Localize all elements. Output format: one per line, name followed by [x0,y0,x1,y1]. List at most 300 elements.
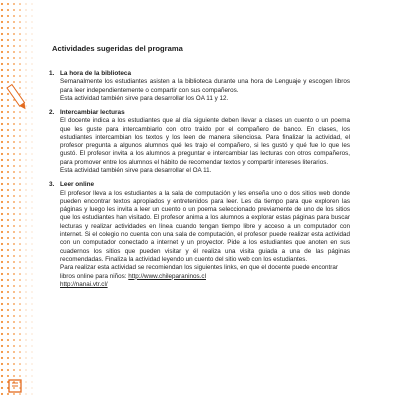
decor-dot [31,357,32,358]
decor-dot [25,243,26,244]
decor-dot [25,183,26,184]
decor-dot [25,3,26,4]
decor-dot [13,267,15,269]
decor-dot [25,165,26,166]
decor-dot [25,213,26,214]
decor-dot [13,105,15,107]
decor-dot [13,189,15,191]
decor-dot [25,249,26,250]
decor-dot [19,267,21,269]
decor-dot [31,381,32,382]
decor-dot [13,69,15,71]
decor-dot [25,111,26,112]
decor-dot [31,387,32,388]
decor-dot [25,393,26,394]
decor-dot [7,291,9,293]
decor-dot [13,39,15,41]
decor-dot [13,333,15,335]
decor-dot [31,201,32,202]
decor-dot [13,345,15,347]
decor-dot [31,189,32,190]
decor-dot [31,105,32,106]
decor-dot [31,393,32,394]
decor-dot [31,153,32,154]
decor-dot [31,291,32,292]
decor-dot [19,153,21,155]
decor-dot [7,309,9,311]
decor-dot [25,297,26,298]
decor-dot [19,225,21,227]
decor-dot [25,129,26,130]
decor-dot [31,315,32,316]
decor-dot [13,303,15,305]
decor-dot [19,237,21,239]
decor-dot [7,129,9,131]
decor-dot [13,27,15,29]
decor-dot [13,21,15,23]
decor-dot [19,135,21,137]
decor-dot [19,195,21,197]
decor-dot [31,39,32,40]
decor-dot [7,3,9,5]
decor-dot [19,393,21,395]
decor-dot [13,63,15,65]
decor-dot [19,159,21,161]
decor-dot [19,33,21,35]
decor-dot [13,117,15,119]
decor-dot [25,171,26,172]
activity-1 [49,70,350,103]
decor-dot [31,141,32,142]
decor-dot [7,237,9,239]
decor-dot [13,51,15,53]
decor-dot [13,279,15,281]
decor-dot [25,33,26,34]
decor-dot [25,141,26,142]
decor-dot [7,75,9,77]
decor-dot [19,321,21,323]
decor-dot [1,261,3,263]
decor-dot [7,21,9,23]
activity-number: 3. [49,181,55,189]
decor-dot [31,273,32,274]
decor-dot [7,33,9,35]
decor-dot [13,159,15,161]
decor-dot [25,93,26,94]
decor-dot [1,231,3,233]
decor-dot [13,135,15,137]
decor-dot [7,111,9,113]
link-nanai[interactable]: http://nanai.vtr.cl/ [60,280,108,288]
decor-dot [7,207,9,209]
activity-note: Esta actividad también sirve para desarrollar los OA 11 y 12. [60,94,229,102]
decor-dot [1,9,3,11]
decor-dot [7,201,9,203]
activity-number: 2. [49,109,55,117]
decor-dot [19,363,21,365]
decor-dot [7,9,9,11]
decor-dot [1,327,3,329]
decor-dot [13,3,15,5]
decor-dot [19,357,21,359]
decor-dot [13,171,15,173]
decor-dot [19,309,21,311]
decor-dot [19,63,21,65]
decor-dot [13,165,15,167]
decor-dot [13,285,15,287]
decorative-margin [0,0,40,400]
decor-dot [19,243,21,245]
decor-dot [25,81,26,82]
decor-dot [13,369,15,371]
decor-dot [19,15,21,17]
decor-dot [31,75,32,76]
decor-dot [13,219,15,221]
decor-dot [1,177,3,179]
decor-dot [1,243,3,245]
decor-dot [1,375,3,377]
decor-dot [1,105,3,107]
decor-dot [13,309,15,311]
activity-note-text: Para realizar esta actividad se recomiendan los siguientes links, en que el docente puede encontrar libros online para niños: [60,264,338,280]
decor-dot [13,339,15,341]
decor-dot [25,219,26,220]
pencil-icon [7,85,28,111]
decor-dot [13,351,15,353]
decor-dot [31,147,32,148]
decor-dot [25,39,26,40]
decor-dot [31,177,32,178]
decor-dot [25,339,26,340]
decor-dot [31,45,32,46]
decor-dot [31,207,32,208]
decor-dot [31,9,32,10]
decor-dot [25,201,26,202]
decor-dot [7,369,9,371]
decor-dot [7,177,9,179]
decor-dot [31,3,32,4]
decor-dot [7,141,9,143]
decor-dot [7,393,9,395]
decor-dot [25,153,26,154]
decor-dot [1,21,3,23]
decor-dot [13,153,15,155]
decor-dot [19,171,21,173]
decor-dot [31,279,32,280]
decor-dot [1,387,3,389]
decor-dot [19,81,21,83]
decor-dot [7,123,9,125]
decor-dot [7,189,9,191]
decor-dot [7,63,9,65]
decor-dot [19,9,21,11]
decor-dot [1,219,3,221]
decor-dot [7,81,9,83]
decor-dot [7,39,9,41]
decor-dot [25,333,26,334]
decor-dot [1,51,3,53]
decor-dot [31,225,32,226]
decor-dot [13,255,15,257]
decor-dot [19,111,21,113]
decor-dot [25,387,26,388]
decor-dot [19,51,21,53]
decor-dot [19,297,21,299]
decor-dot [19,57,21,59]
decor-dot [1,285,3,287]
decor-dot [13,387,15,389]
decor-dot [31,219,32,220]
decor-dot [13,297,15,299]
decor-dot [7,303,9,305]
decor-dot [25,117,26,118]
decor-dot [31,237,32,238]
decor-dot [7,45,9,47]
decor-dot [25,207,26,208]
decor-dot [1,249,3,251]
decor-dot [13,363,15,365]
decor-dot [25,51,26,52]
activity-body: Semanalmente los estudiantes asisten a la biblioteca durante una hora de Lenguaje y escogen libros para leer independientemente o compartir con sus compañeros. [60,78,350,94]
activity-body: El profesor lleva a los estudiantes a la sala de computación y les enseña uno o dos sitios web donde pueden encontrar textos apropiados y entretenidos para leer. Les da tiempo para que exploren las páginas y luego les invita a leer un cuento o un poema seleccionado previamente de uno de los sitios que los estudiantes han visitado. El profesor anima a los alumnos a explorar estas páginas para buscar lecturas y realizar actividades en línea cuando tengan tiempo libre y acceso a un computador con internet. Si el colegio no cuenta con una sala de computación, el profesor puede realizar esta actividad con un computador conectado a internet y un proyector. Pide a los estudiantes que anoten en sus cuadernos los sitios que pueden visitar y él realiza una visita guiada a una de las páginas recomendadas. Finaliza la actividad leyendo un cuento del sitio web con los estudiantes. [60,189,350,263]
decor-dot [7,219,9,221]
decor-dot [7,135,9,137]
decor-dot [19,333,21,335]
decor-dot [25,255,26,256]
decor-dot [7,297,9,299]
decor-dot [7,105,9,107]
decor-dot [1,135,3,137]
decor-dot [7,243,9,245]
decor-dot [25,15,26,16]
decor-dot [19,369,21,371]
decor-dot [1,141,3,143]
decor-dot [1,165,3,167]
decor-dot [31,69,32,70]
decor-dot [19,177,21,179]
decor-dot [7,93,9,95]
decor-dot [1,57,3,59]
decor-dot [1,225,3,227]
decor-dot [19,279,21,281]
decor-dot [19,219,21,221]
decor-dot [19,291,21,293]
decor-dot [31,21,32,22]
decor-dot [31,159,32,160]
decor-dot [25,177,26,178]
decor-dot [13,261,15,263]
decor-dot [1,171,3,173]
decor-dot [13,243,15,245]
decor-dot [25,327,26,328]
decor-dot [25,105,26,106]
document-page [49,44,350,295]
decor-dot [19,207,21,209]
decor-dot [7,153,9,155]
activity-heading: Leer online [60,181,95,189]
decor-dot [13,183,15,185]
decor-dot [7,255,9,257]
decor-dot [1,117,3,119]
decor-dot [13,291,15,293]
decor-dot [13,321,15,323]
decor-dot [13,375,15,377]
decor-dot [19,87,21,89]
decor-dot [25,315,26,316]
decor-dot [7,51,9,53]
decor-dot [13,45,15,47]
decor-dot [19,303,21,305]
decorative-dots [0,0,40,400]
decor-dot [19,231,21,233]
decor-dot [19,201,21,203]
decor-dot [1,123,3,125]
decor-dot [1,369,3,371]
decor-dot [31,123,32,124]
decor-dot [19,255,21,257]
decor-dot [25,309,26,310]
decor-dot [1,3,3,5]
decor-dot [7,99,9,101]
decor-dot [31,267,32,268]
decor-dot [13,9,15,11]
decor-dot [1,213,3,215]
decor-dot [7,345,9,347]
decor-dot [31,87,32,88]
decor-dot [13,213,15,215]
decor-dot [7,117,9,119]
decor-dot [7,273,9,275]
decor-dot [19,351,21,353]
decor-dot [13,81,15,83]
decor-dot [7,225,9,227]
decor-dot [1,183,3,185]
decor-dot [31,135,32,136]
decor-dot [31,351,32,352]
decor-dot [25,321,26,322]
decor-dot [19,27,21,29]
decor-dot [19,189,21,191]
decor-dot [25,147,26,148]
decor-dot [13,111,15,113]
decor-dot [13,225,15,227]
decor-dot [13,15,15,17]
decor-dot [25,279,26,280]
decor-dot [19,315,21,317]
decor-dot [19,165,21,167]
activity-heading: La hora de la biblioteca [60,70,132,77]
decor-dot [19,45,21,47]
decor-dot [25,369,26,370]
decor-dot [19,285,21,287]
decor-dot [31,255,32,256]
decor-dot [7,183,9,185]
decor-dot [19,375,21,377]
decor-dot [1,345,3,347]
decor-dot [1,333,3,335]
decor-dot [31,183,32,184]
decor-dot [19,123,21,125]
decor-dot [31,57,32,58]
decor-dot [1,33,3,35]
decor-dot [25,9,26,10]
decor-dot [13,249,15,251]
decor-dot [13,327,15,329]
link-chileparaninos[interactable]: http://www.chileparaninos.cl [128,272,206,280]
decor-dot [19,339,21,341]
decor-dot [31,93,32,94]
activity-2 [49,109,350,175]
decor-dot [7,267,9,269]
decor-dot [7,213,9,215]
decor-dot [7,375,9,377]
activity-note [60,264,350,289]
decor-dot [31,369,32,370]
decor-dot [19,213,21,215]
decor-dot [31,261,32,262]
decor-dot [1,93,3,95]
decor-dot [25,267,26,268]
decor-dot [25,63,26,64]
decor-dot [19,21,21,23]
decor-dot [1,195,3,197]
decor-dot [31,171,32,172]
decor-dot [31,117,32,118]
decor-dot [31,81,32,82]
decor-dot [31,243,32,244]
decor-dot [1,309,3,311]
decor-dot [31,303,32,304]
decor-dot [7,339,9,341]
decor-dot [7,69,9,71]
decor-dot [7,57,9,59]
decor-dot [1,279,3,281]
decor-dot [25,27,26,28]
decor-dot [31,345,32,346]
decor-dot [31,63,32,64]
decor-dot [7,195,9,197]
decor-dot [1,27,3,29]
decor-dot [1,201,3,203]
decor-dot [1,111,3,113]
decor-dot [1,363,3,365]
decor-dot [19,183,21,185]
decor-dot [7,315,9,317]
decor-dot [25,231,26,232]
decor-dot [1,237,3,239]
decor-dot [13,75,15,77]
decor-dot [1,315,3,317]
decor-dot [25,75,26,76]
decor-dot [13,237,15,239]
decor-dot [31,363,32,364]
decor-dot [1,207,3,209]
decor-dot [25,225,26,226]
decor-dot [7,351,9,353]
decor-dot [1,63,3,65]
decor-dot [1,147,3,149]
decor-dot [31,231,32,232]
decor-dot [31,249,32,250]
decor-dot [31,51,32,52]
decor-dot [7,159,9,161]
decor-dot [31,297,32,298]
decor-dot [25,345,26,346]
decor-dot [1,297,3,299]
decor-dot [19,141,21,143]
decor-dot [7,171,9,173]
decor-dot [1,45,3,47]
